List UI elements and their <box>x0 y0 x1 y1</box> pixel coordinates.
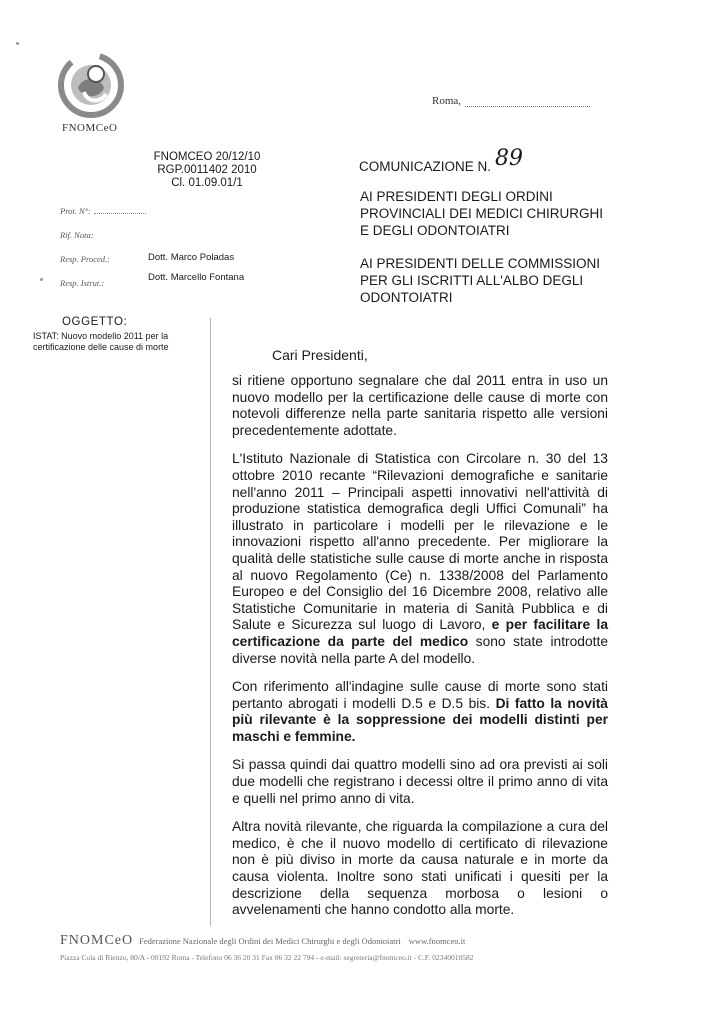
footer-address: Piazza Cola di Rienzo, 80/A - 00192 Roma - Telefono 06 36 20 31 Fax 06 32 22 794 - e-mail: segreteria@fnomceo.it - C.F. 02340010582 <box>60 953 474 962</box>
body-paragraph <box>232 679 608 745</box>
resp-proced-label: Resp. Proced.: <box>60 254 110 264</box>
body-paragraph: Altra novità rilevante, che riguarda la compilazione a cura del medico, è che il nuovo modello di certificato di rilevazione non è più diviso in morte da causa naturale e in morte da causa violenta. Inoltre sono stati unificati i quesiti per la descrizione della sequenza morbosa o lesioni o avvelenamenti che hanno condotto alla morte. <box>232 819 608 918</box>
letter-body <box>232 373 608 931</box>
protocol-stamp <box>142 151 272 190</box>
resp-proced-value: Dott. Marco Poladas <box>148 252 235 263</box>
subject-title: OGGETTO: <box>62 316 128 328</box>
recipient-line: AI PRESIDENTI DEGLI ORDINI <box>360 189 553 204</box>
communication-heading <box>359 146 524 177</box>
recipients-group-2 <box>360 255 600 306</box>
prot-label: Prot. N°: <box>60 206 91 216</box>
body-paragraph <box>232 451 608 667</box>
footer-federation: Federazione Nazionale degli Ordini dei Medici Chirurghi e degli Odontoiatri <box>139 936 401 946</box>
body-paragraph: Si passa quindi dai quattro modelli sino ad ora previsti ai soli due modelli che registrano i decessi oltre il primo anno di vita e quelli nel primo anno di vita. <box>232 757 608 806</box>
scan-speck <box>16 42 19 45</box>
recipient-line: AI PRESIDENTI DELLE COMMISSIONI <box>360 256 601 271</box>
logo-caption: FNOMCeO <box>62 122 118 134</box>
letter-greeting: Cari Presidenti, <box>272 347 368 363</box>
protocol-line: FNOMCEO 20/12/10 <box>153 151 261 163</box>
footer-brand: FNOMCeO <box>60 933 134 948</box>
protocol-line: Cl. 01.09.01/1 <box>171 177 243 189</box>
paragraph-text: sono state introdotte diverse novità nella parte A del modello. <box>232 633 608 666</box>
rif-label: Rif. Nota: <box>60 230 94 240</box>
communication-label: COMUNICAZIONE N. <box>359 159 492 174</box>
roma-label: Roma, <box>432 95 462 107</box>
protocol-line: RGP.0011402 2010 <box>157 164 257 176</box>
body-paragraph: si ritiene opportuno segnalare che dal 2011 entra in uso un nuovo modello per la certificazione delle cause di morte con notevoli differenze nella parte sanitaria rispetto alle versioni precedentemente adottate. <box>232 373 608 438</box>
recipient-line: PROVINCIALI DEI MEDICI CHIRURGHI <box>360 206 604 221</box>
resp-istrut-label: Resp. Istrut.: <box>60 278 105 288</box>
resp-istrut-value: Dott. Marcello Fontana <box>148 272 245 283</box>
margin-divider <box>210 318 211 926</box>
scan-speck <box>40 278 43 281</box>
date-blank-line <box>465 106 590 107</box>
subject-text: ISTAT: Nuovo modello 2011 per la certificazione delle cause di morte <box>33 331 169 352</box>
place-date-field <box>432 95 590 107</box>
fnomceo-logo <box>58 52 124 118</box>
reference-labels <box>60 206 146 302</box>
footer-organization <box>60 931 680 949</box>
bold-emphasis: Di fatto la novità più rilevante è la soppressione dei modelli distinti per maschi e femmine. <box>232 695 608 744</box>
communication-number: 89 <box>495 146 524 171</box>
recipient-line: ODONTOIATRI <box>360 290 453 305</box>
bold-emphasis: e per facilitare la certificazione da parte del medico <box>232 617 608 649</box>
recipient-line: PER GLI ISCRITTI ALL'ALBO DEGLI <box>360 273 584 288</box>
recipient-line: E DEGLI ODONTOIATRI <box>360 223 510 238</box>
footer-website: www.fnomceo.it <box>408 936 466 946</box>
paragraph-text: L'Istituto Nazionale di Statistica con Circolare n. 30 del 13 ottobre 2010 recante “Rilevazioni demografiche e sanitarie nell'anno 2011 – Principali aspetti innovativi nell'attività di produzione statistica demografica degli Uffici Comunali” ha illustrato in particolare i modelli per le rilevazione e le innovazioni rispetto all'anno precedente. Per migliorare la qualità delle statistiche sulle cause di morte anche in risposta al nuovo Regolamento (Ce) n. 1338/2008 del Parlamento Europeo e del Consiglio del 16 Dicembre 2008, relativo alle Statistiche Comunitarie in materia di Sanità Pubblica e di Salute e Sicurezza sul luogo di Lavoro, <box>232 451 608 633</box>
recipients-group-1 <box>360 188 603 239</box>
paragraph-text: Con riferimento all'indagine sulle cause di morte sono stati pertanto abrogati i modelli D.5 e D.5 bis. <box>232 679 608 711</box>
prot-blank <box>94 213 146 214</box>
